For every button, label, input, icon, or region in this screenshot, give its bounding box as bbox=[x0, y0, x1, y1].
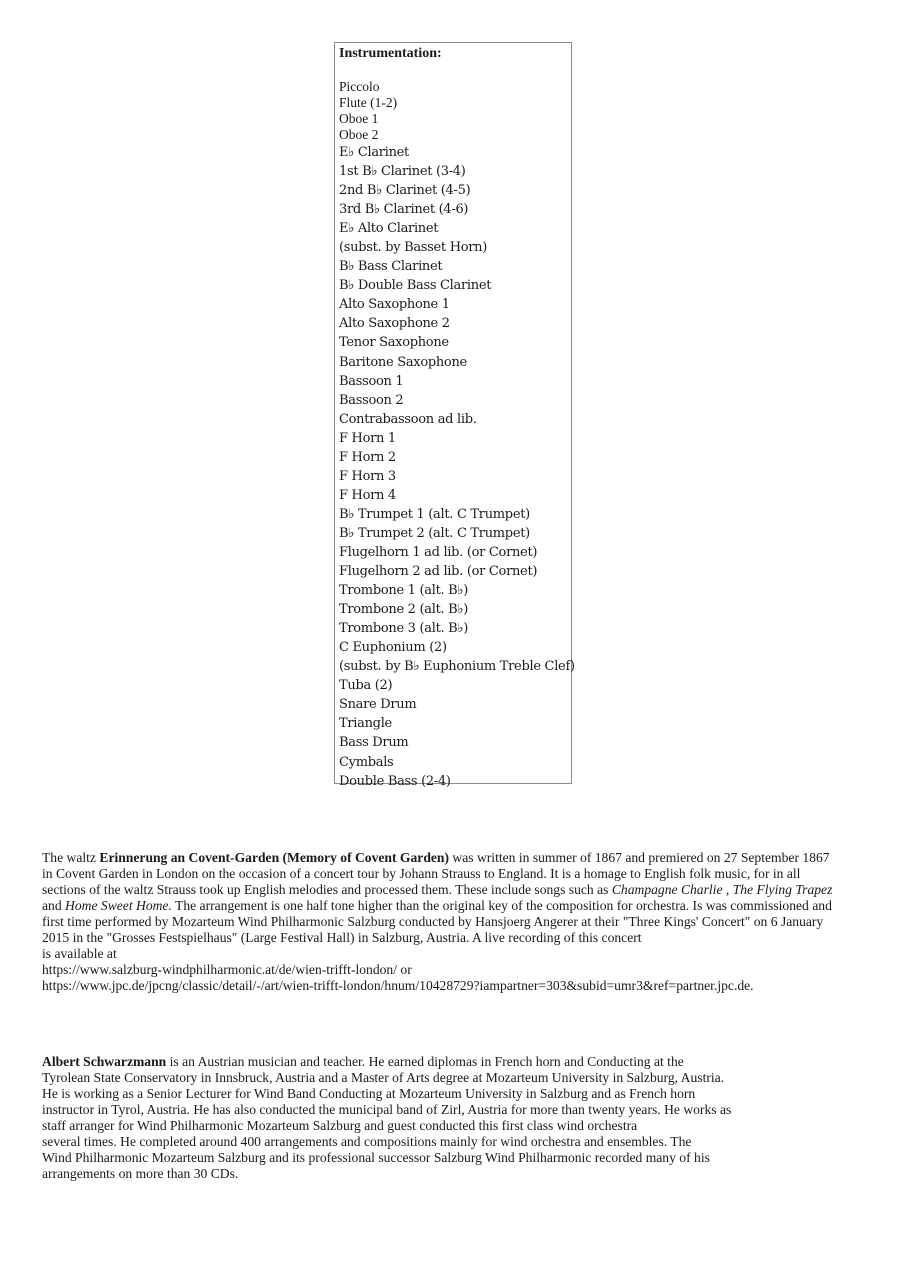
text-line: staff arranger for Wind Philharmonic Mozarteum Salzburg and guest conducted this first class wind orchestra bbox=[42, 1118, 638, 1133]
instrumentation-heading: Instrumentation: bbox=[339, 46, 442, 61]
instrument-item: Tenor Saxophone bbox=[339, 335, 449, 351]
instrument-item: Trombone 2 (alt. B♭) bbox=[339, 602, 469, 618]
instrument-item: (subst. by B♭ Euphonium Treble Clef) bbox=[339, 659, 575, 675]
instrument-item: Bassoon 2 bbox=[339, 392, 404, 408]
instrumentation-list-woodwinds bbox=[339, 79, 571, 143]
instrument-item: F Horn 2 bbox=[339, 449, 396, 465]
instrument-item: Double Bass (2-4) bbox=[339, 773, 451, 789]
text-line: instructor in Tyrol, Austria. He has also conducted the municipal band of Zirl, Austria for more than twenty years. He works as bbox=[42, 1102, 732, 1117]
text-line: Tyrolean State Conservatory in Innsbruck, Austria and a Master of Arts degree at Mozarteum University in Salzburg, Austria. bbox=[42, 1070, 725, 1085]
song-title: Champagne Charlie bbox=[611, 882, 723, 897]
text-line: Wind Philharmonic Mozarteum Salzburg and its professional successor Salzburg Wind Philharmonic recorded many of his bbox=[42, 1150, 710, 1165]
instrumentation-list bbox=[339, 143, 575, 791]
instrument-item: 1st B♭ Clarinet (3-4) bbox=[339, 164, 466, 180]
instrument-item: Alto Saxophone 1 bbox=[339, 297, 450, 313]
text-line: in Covent Garden in London on the occasion of a concert tour by Johann Strauss to England. It is a homage to English folk music, for in all bbox=[42, 866, 801, 881]
instrument-item: Flute (1-2) bbox=[339, 95, 398, 110]
instrument-item: Alto Saxophone 2 bbox=[339, 316, 450, 332]
song-title: Home Sweet Home. bbox=[65, 898, 172, 913]
text-line bbox=[42, 1054, 822, 1070]
instrument-item: E♭ Alto Clarinet bbox=[339, 221, 439, 237]
instrument-item: B♭ Trumpet 1 (alt. C Trumpet) bbox=[339, 506, 530, 522]
instrument-item: Triangle bbox=[339, 716, 392, 732]
instrument-item: 3rd B♭ Clarinet (4-6) bbox=[339, 202, 469, 218]
arranger-biography bbox=[42, 1054, 822, 1182]
instrument-item: Tuba (2) bbox=[339, 678, 393, 694]
instrument-item: Oboe 1 bbox=[339, 111, 379, 126]
instrument-item: Contrabassoon ad lib. bbox=[339, 411, 477, 427]
instrument-item: F Horn 4 bbox=[339, 487, 396, 503]
text-line bbox=[42, 882, 862, 898]
instrument-item: Baritone Saxophone bbox=[339, 354, 467, 370]
instrument-item: Piccolo bbox=[339, 79, 380, 94]
instrument-item: Snare Drum bbox=[339, 697, 417, 713]
composition-description bbox=[42, 850, 862, 994]
instrument-item: F Horn 1 bbox=[339, 430, 396, 446]
instrument-item: B♭ Trumpet 2 (alt. C Trumpet) bbox=[339, 525, 530, 541]
text-line: arrangements on more than 30 CDs. bbox=[42, 1166, 239, 1181]
recording-url: https://www.jpc.de/jpcng/classic/detail/-/art/wien-trifft-london/hnum/10428729?iampartner=303&subid=umr3&ref=partner.jpc.de. bbox=[42, 978, 754, 993]
text-run: is an Austrian musician and teacher. He earned diplomas in French horn and Conducting at the bbox=[166, 1054, 684, 1069]
instrument-item: E♭ Clarinet bbox=[339, 145, 409, 160]
text-run: sections of the waltz Strauss took up English melodies and processed them. These include songs such as bbox=[42, 882, 612, 897]
instrument-item: Cymbals bbox=[339, 754, 394, 770]
text-line: He is working as a Senior Lecturer for Wind Band Conducting at Mozarteum University in Salzburg and as French horn bbox=[42, 1086, 696, 1101]
instrument-item: Flugelhorn 2 ad lib. (or Cornet) bbox=[339, 564, 538, 580]
instrument-item: C Euphonium (2) bbox=[339, 640, 447, 656]
text-line: 2015 in the "Grosses Festspielhaus" (Large Festival Hall) in Salzburg, Austria. A live recording of this concert bbox=[42, 930, 642, 945]
piece-title: Erinnerung an Covent-Garden (Memory of Covent Garden) bbox=[99, 850, 450, 865]
text-line bbox=[42, 850, 862, 866]
instrument-item: Bass Drum bbox=[339, 735, 409, 751]
text-line: several times. He completed around 400 arrangements and compositions mainly for wind orchestra and ensembles. The bbox=[42, 1134, 692, 1149]
instrument-item: Flugelhorn 1 ad lib. (or Cornet) bbox=[339, 544, 538, 560]
instrument-item: B♭ Double Bass Clarinet bbox=[339, 278, 492, 294]
text-run: and bbox=[42, 898, 66, 913]
instrument-item: B♭ Bass Clarinet bbox=[339, 259, 443, 275]
instrument-item: 2nd B♭ Clarinet (4-5) bbox=[339, 183, 471, 199]
instrument-item: (subst. by Basset Horn) bbox=[339, 240, 488, 256]
instrument-item: F Horn 3 bbox=[339, 468, 396, 484]
instrument-item: Trombone 1 (alt. B♭) bbox=[339, 583, 469, 599]
instrument-item: Trombone 3 (alt. B♭) bbox=[339, 621, 469, 637]
text-run: , bbox=[722, 882, 733, 897]
instrument-item: Oboe 2 bbox=[339, 127, 379, 142]
text-line: first time performed by Mozarteum Wind Philharmonic Salzburg conducted by Hansjoerg Angerer at their "Three Kings' Concert" on 6 January bbox=[42, 914, 824, 929]
instrumentation-box bbox=[334, 42, 575, 789]
text-line bbox=[42, 898, 862, 914]
song-title: The Flying Trapez bbox=[732, 882, 833, 897]
arranger-name: Albert Schwarzmann bbox=[42, 1054, 167, 1069]
text-line: is available at bbox=[42, 946, 117, 961]
text-run: was written in summer of 1867 and premiered on 27 September 1867 bbox=[449, 850, 830, 865]
text-run: The waltz bbox=[42, 850, 100, 865]
recording-url: https://www.salzburg-windphilharmonic.at/de/wien-trifft-london/ or bbox=[42, 962, 412, 977]
text-run: The arrangement is one half tone higher than the original key of the composition for orchestra. Is was commissioned and bbox=[171, 898, 832, 913]
instrument-item: Bassoon 1 bbox=[339, 373, 404, 389]
